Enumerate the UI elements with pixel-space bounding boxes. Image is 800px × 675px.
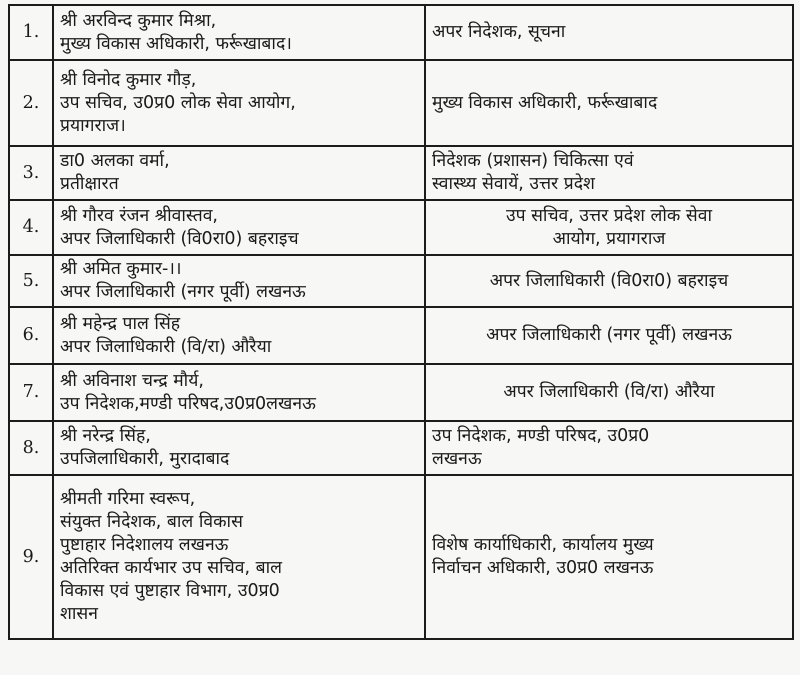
table-row xyxy=(9,200,793,255)
officer-new-post: विशेष कार्याधिकारी, कार्यालय मुख्य निर्वाचन अधिकारी, उ0प्र0 लखनऊ xyxy=(425,475,793,639)
officer-new-post: अपर जिलाधिकारी (नगर पूर्वी) लखनऊ xyxy=(425,307,793,364)
serial-number: 7. xyxy=(9,364,53,421)
table-row xyxy=(9,146,793,200)
table-row xyxy=(9,364,793,421)
serial-number: 5. xyxy=(9,255,53,307)
table-row xyxy=(9,475,793,639)
serial-number: 6. xyxy=(9,307,53,364)
officer-current-post: श्री अमित कुमार-।। अपर जिलाधिकारी (नगर पूर्वी) लखनऊ xyxy=(53,255,425,307)
serial-number: 2. xyxy=(9,60,53,146)
serial-number: 8. xyxy=(9,421,53,475)
officer-current-post: श्रीमती गरिमा स्वरूप, संयुक्त निदेशक, बाल विकास पुष्टाहार निदेशालय लखनऊ अतिरिक्त कार्यभार उप सचिव, बाल विकास एवं पुष्टाहार विभाग, उ0प्र0 शासन xyxy=(53,475,425,639)
table-row xyxy=(9,255,793,307)
officer-current-post: श्री गौरव रंजन श्रीवास्तव, अपर जिलाधिकारी (वि0रा0) बहराइच xyxy=(53,200,425,255)
serial-number: 4. xyxy=(9,200,53,255)
officer-new-post: अपर जिलाधिकारी (वि0रा0) बहराइच xyxy=(425,255,793,307)
officer-current-post: डा0 अलका वर्मा, प्रतीक्षारत xyxy=(53,146,425,200)
table-row xyxy=(9,421,793,475)
serial-number: 3. xyxy=(9,146,53,200)
officer-new-post: उप निदेशक, मण्डी परिषद, उ0प्र0 लखनऊ xyxy=(425,421,793,475)
officer-current-post: श्री महेन्द्र पाल सिंह अपर जिलाधिकारी (वि/रा) औरैया xyxy=(53,307,425,364)
officer-current-post: श्री विनोद कुमार गौड़, उप सचिव, उ0प्र0 लोक सेवा आयोग, प्रयागराज। xyxy=(53,60,425,146)
officer-new-post: निदेशक (प्रशासन) चिकित्सा एवं स्वास्थ्य सेवायें, उत्तर प्रदेश xyxy=(425,146,793,200)
officer-new-post: अपर जिलाधिकारी (वि/रा) औरैया xyxy=(425,364,793,421)
transfer-document xyxy=(8,4,792,672)
serial-number: 9. xyxy=(9,475,53,639)
officer-new-post: मुख्य विकास अधिकारी, फर्रूखाबाद xyxy=(425,60,793,146)
table-row xyxy=(9,307,793,364)
officer-current-post: श्री नरेन्द्र सिंह, उपजिलाधिकारी, मुरादाबाद xyxy=(53,421,425,475)
officer-current-post: श्री अविनाश चन्द्र मौर्य, उप निदेशक,मण्डी परिषद,उ0प्र0लखनऊ xyxy=(53,364,425,421)
transfer-table xyxy=(8,4,794,640)
table-row xyxy=(9,5,793,60)
officer-new-post: उप सचिव, उत्तर प्रदेश लोक सेवा आयोग, प्रयागराज xyxy=(425,200,793,255)
serial-number: 1. xyxy=(9,5,53,60)
officer-new-post: अपर निदेशक, सूचना xyxy=(425,5,793,60)
officer-current-post: श्री अरविन्द कुमार मिश्रा, मुख्य विकास अधिकारी, फर्रूखाबाद। xyxy=(53,5,425,60)
table-row xyxy=(9,60,793,146)
